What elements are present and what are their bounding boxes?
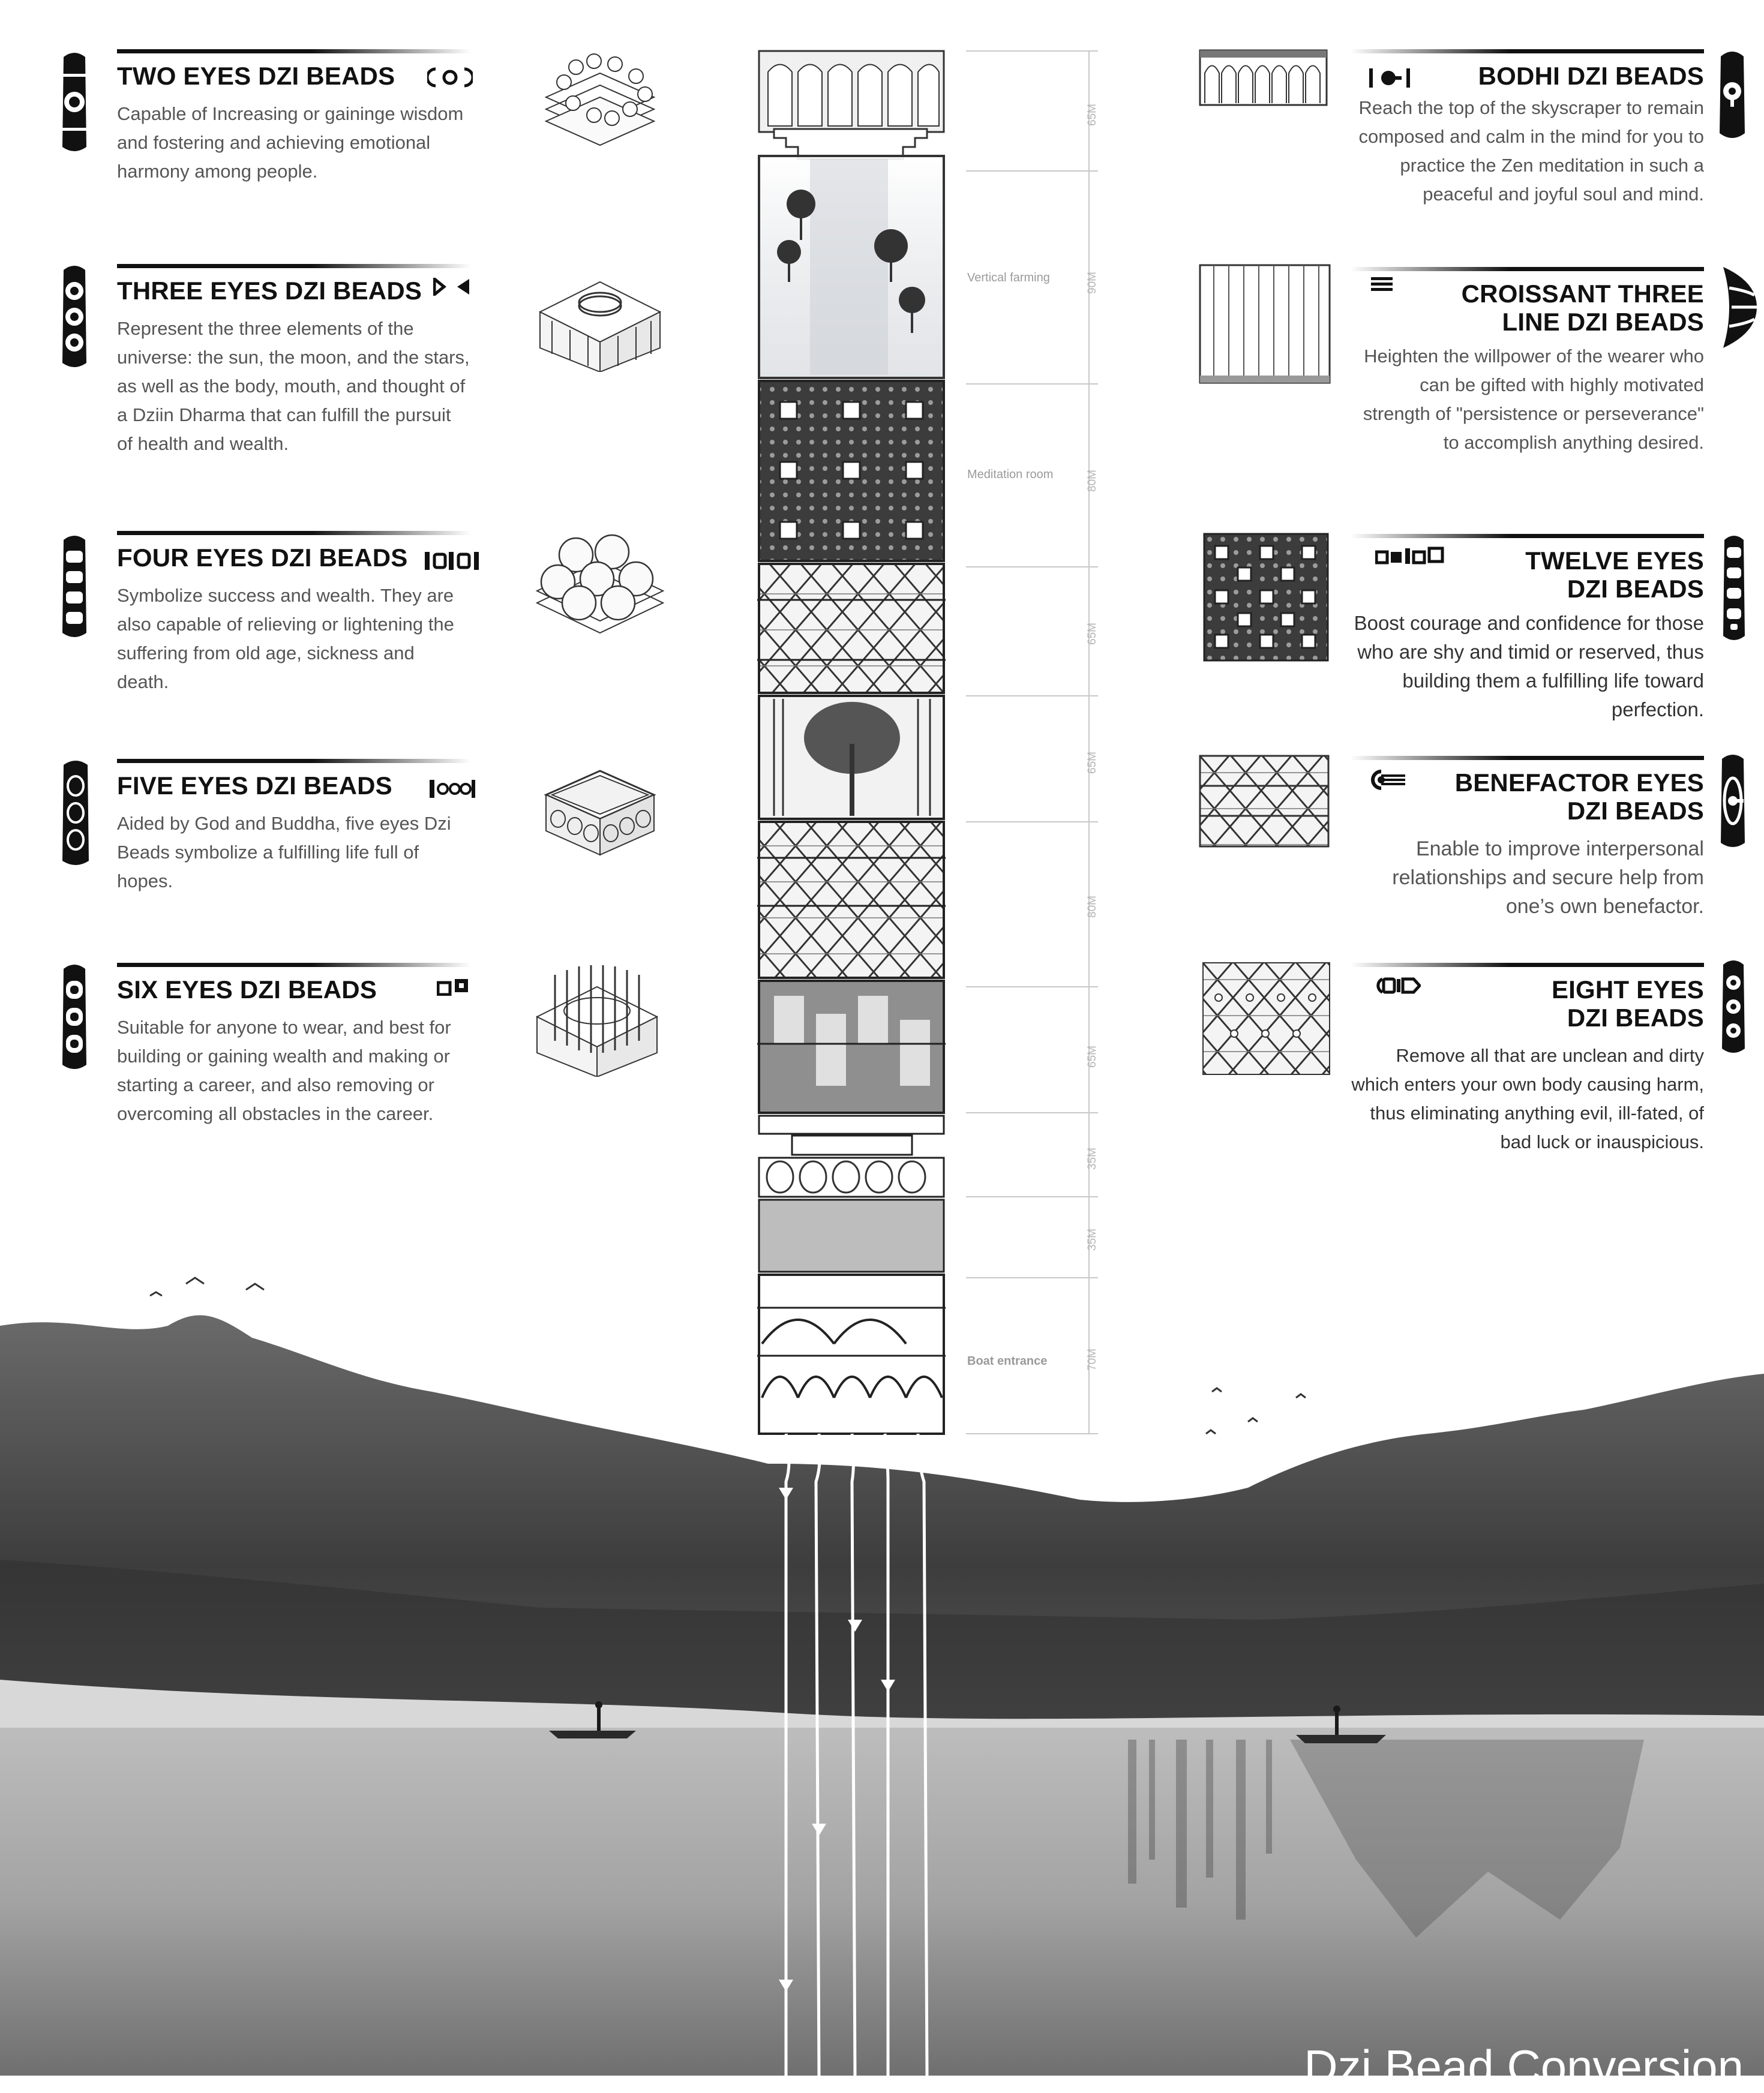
tower-section	[757, 51, 946, 1434]
divider	[117, 531, 471, 535]
divider	[1350, 49, 1704, 53]
six-eyes-entry	[117, 963, 471, 1128]
entry-heading: TWO EYES DZI BEADS	[117, 62, 395, 90]
dimension-label: 65M	[1086, 752, 1099, 774]
four-eyes-glyph-icon	[425, 551, 480, 571]
two-eyes-entry	[117, 49, 471, 186]
croissant-glyph-icon	[1371, 277, 1393, 292]
bodhi-bead-icon	[1717, 49, 1747, 139]
divider	[1350, 756, 1704, 760]
three-eyes-module-thumbnail	[534, 264, 666, 372]
croissant-bead-icon	[1717, 264, 1759, 351]
bodhi-glyph-icon	[1369, 67, 1411, 89]
entry-description: Enable to improve interpersonal relationships and secure help from one’s own benefactor.	[1392, 837, 1704, 918]
entry-heading: SIX EYES DZI BEADS	[117, 975, 377, 1004]
five-eyes-module-thumbnail	[534, 759, 666, 861]
eight-eyes-bead-icon	[1720, 959, 1747, 1055]
zone-label-meditation-room: Meditation room	[967, 468, 1054, 481]
three-eyes-entry	[117, 264, 471, 458]
divider	[1350, 267, 1704, 271]
dimension-label: 35M	[1086, 1229, 1099, 1251]
benefactor-bead-icon	[1717, 753, 1748, 849]
entry-heading: TWELVE EYES DZI BEADS	[1525, 546, 1704, 603]
six-eyes-bead-icon	[59, 963, 90, 1071]
entry-heading: FIVE EYES DZI BEADS	[117, 771, 392, 800]
zone-label-vertical-farming: Vertical farming	[967, 271, 1050, 284]
twelve-eyes-module-thumbnail	[1203, 533, 1329, 662]
benefactor-glyph-icon	[1370, 769, 1406, 791]
five-eyes-entry	[117, 759, 471, 896]
entry-description: Heighten the willpower of the wearer who can be gifted with highly motivated strength of "persistence or perseverance" to accomplish anything desired.	[1363, 346, 1704, 453]
dimension-label: 65M	[1086, 623, 1099, 645]
dimension-label: 35M	[1086, 1148, 1099, 1170]
dimension-label: 80M	[1086, 470, 1099, 492]
divider	[117, 49, 471, 53]
entry-heading: THREE EYES DZI BEADS	[117, 277, 422, 305]
croissant-entry	[1350, 267, 1704, 457]
entry-description: Symbolize success and wealth. They are also capable of relieving or lightening the suffering from old age, sickness and death.	[117, 585, 454, 692]
page-title: Dzi Bead Conversion	[1304, 2040, 1744, 2093]
divider	[117, 759, 471, 763]
entry-description: Suitable for anyone to wear, and best for building or gaining wealth and making or starting a career, and also removing or overcoming all obstacles in the career.	[117, 1017, 451, 1124]
entry-description: Boost courage and confidence for those who are shy and timid or reserved, thus building them a fulfilling life toward perfection.	[1354, 612, 1704, 720]
entry-heading: CROISSANT THREE LINE DZI BEADS	[1461, 280, 1704, 336]
zone-label-boat-entrance: Boat entrance	[967, 1355, 1048, 1368]
entry-description: Aided by God and Buddha, five eyes Dzi Beads symbolize a fulfilling life full of hopes.	[117, 813, 451, 891]
dimension-label: 65M	[1086, 104, 1099, 126]
divider	[1350, 534, 1704, 538]
eight-eyes-module-thumbnail	[1202, 962, 1331, 1076]
bodhi-module-thumbnail	[1199, 49, 1328, 106]
four-eyes-module-thumbnail	[531, 531, 669, 639]
eight-eyes-glyph-icon	[1370, 977, 1421, 995]
dimension-label: 65M	[1086, 1046, 1099, 1068]
two-eyes-module-thumbnail	[540, 49, 660, 151]
divider	[117, 264, 471, 268]
dimension-label: 80M	[1086, 896, 1099, 918]
entry-heading: BENEFACTOR EYES DZI BEADS	[1454, 768, 1704, 825]
six-eyes-glyph-icon	[437, 978, 470, 996]
three-eyes-glyph-icon	[433, 278, 470, 296]
benefactor-module-thumbnail	[1199, 755, 1330, 848]
entry-description: Capable of Increasing or gaininge wisdom and fostering and achieving emotional harmony among people.	[117, 103, 464, 182]
dimension-label: 70M	[1086, 1349, 1099, 1371]
two-eyes-glyph-icon	[427, 67, 473, 88]
five-eyes-bead-icon	[59, 759, 92, 867]
divider	[117, 963, 471, 967]
divider	[1350, 963, 1704, 967]
four-eyes-bead-icon	[59, 534, 90, 639]
four-eyes-entry	[117, 531, 471, 696]
entry-heading: EIGHT EYES DZI BEADS	[1551, 975, 1704, 1032]
entry-heading: FOUR EYES DZI BEADS	[117, 543, 408, 572]
entry-description: Represent the three elements of the universe: the sun, the moon, and the stars, as well as the body, mouth, and thought of a Dziin Dharma that can fulfill the pursuit of health and wealth.	[117, 318, 470, 454]
entry-heading: BODHI DZI BEADS	[1478, 62, 1704, 90]
croissant-module-thumbnail	[1199, 264, 1331, 384]
twelve-eyes-glyph-icon	[1375, 546, 1453, 565]
dimension-label: 90M	[1086, 272, 1099, 294]
entry-description: Reach the top of the skyscraper to remain composed and calm in the mind for you to practice the Zen meditation in such a peaceful and joyful soul and mind.	[1358, 97, 1704, 205]
entry-description: Remove all that are unclean and dirty which enters your own body causing harm, thus eliminating anything evil, ill-fated, of bad luck or inauspicious.	[1351, 1045, 1704, 1152]
six-eyes-module-thumbnail	[531, 963, 663, 1077]
twelve-eyes-bead-icon	[1721, 534, 1747, 642]
three-eyes-bead-icon	[59, 264, 90, 369]
two-eyes-bead-icon	[59, 51, 90, 153]
five-eyes-glyph-icon	[430, 780, 475, 798]
